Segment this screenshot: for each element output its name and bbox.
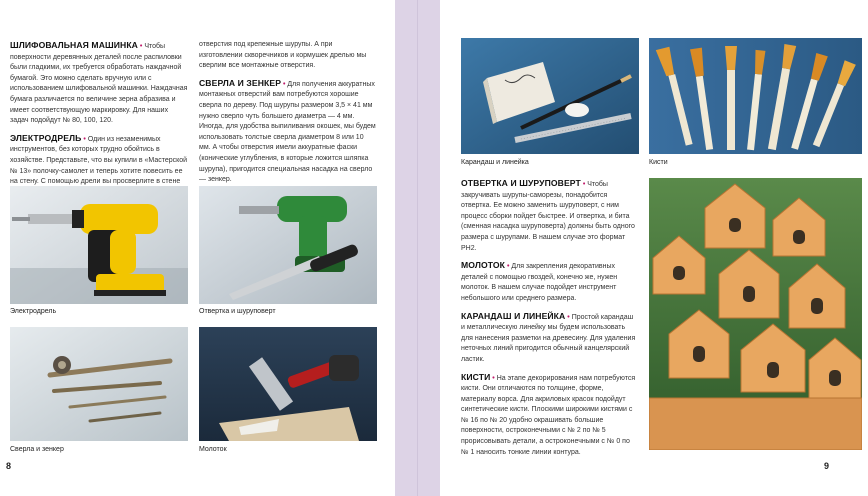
left-page — [0, 0, 395, 496]
pencil-section — [461, 311, 639, 366]
drill-heading: ЭЛЕКТРОДРЕЛЬ — [10, 132, 82, 143]
pencil-text: Простой карандаш и металлическую линейку мы будем использовать для нанесения разметки на древесину. Для удаления неточных линий пригодится обычный канцелярский ластик. — [461, 313, 636, 363]
hammer-heading: МОЛОТОК — [461, 260, 506, 271]
sander-heading: ШЛИФОВАЛЬНАЯ МАШИНКА — [10, 40, 138, 50]
brushes-photo — [649, 38, 862, 154]
hammer-section — [461, 260, 639, 304]
bits-photo — [10, 327, 188, 441]
drill-caption: Электродрель — [10, 308, 57, 315]
bullet-icon: • — [492, 374, 495, 382]
bullet-icon: • — [83, 135, 86, 143]
drill-text: Один из незаменимых инструментов, без которых трудно обойтись в хозяйстве. Представьте, что вы купили в «Мастерской № 13» полочку-самолет и теперь хотите повесить ее на стену. С помощью дрели вы просверлите в стене — [10, 135, 188, 186]
right-column — [461, 178, 639, 464]
sander-text: Чтобы поверхности деревянных деталей после распиловки были гладкими, их требуется обработать наждачной бумагой. Это можно сделать вручную или с использованием шлифовальной машинки. Наждачная бумага различается по величине зерна абразива и имеет соответствующую маркировку. Для наших задач подойдут № 80, 100, 120. — [10, 43, 188, 125]
pencil-heading: КАРАНДАШ И ЛИНЕЙКА — [461, 310, 566, 321]
book-spine — [395, 0, 440, 496]
hammer-caption: Молоток — [199, 446, 227, 453]
screwdriver-photo — [199, 186, 377, 304]
bits-section — [199, 78, 377, 186]
continuation-text: отверстия под крепежные шурупы. А при изготовлении скворечников и кормушек дрелью мы сверлим все монтажные отверстия. — [199, 41, 367, 70]
bits-text: Для получения аккуратных монтажных отверстий вам потребуются хорошие сверла по дереву. Под шурупы размером 3,5 × 41 мм нужно сверло чуть большего диаметра — 4 мм. Иногда, для удобства выпиливания окошек, мы будем использовать толстые сверла диаметром 8 или 10 мм. А чтобы отверстия имели аккуратные фаски (конические углубления, в которые ложится шляпка шурупа), пригодится специальная насадка на сверло — зенкер. — [199, 80, 376, 184]
page-number-right: 9 — [824, 461, 830, 471]
sander-section — [10, 40, 188, 127]
bullet-icon: • — [506, 263, 510, 271]
brushes-heading: КИСТИ — [461, 371, 491, 382]
screwdriver-caption: Отвертка и шуруповерт — [199, 308, 276, 315]
pencil-caption: Карандаш и линейка — [461, 159, 529, 166]
bullet-icon: • — [582, 181, 586, 188]
bits-caption: Сверла и зенкер — [10, 446, 64, 453]
screwdriver-heading: ОТВЕРТКА И ШУРУПОВЕРТ — [461, 178, 581, 188]
bits-heading: СВЕРЛА И ЗЕНКЕР — [199, 77, 282, 88]
bullet-icon: • — [567, 313, 570, 321]
hammer-photo — [199, 327, 377, 441]
right-page — [440, 0, 868, 496]
drill-photo — [10, 186, 188, 304]
bullet-icon: • — [139, 43, 143, 50]
brushes-caption: Кисти — [649, 159, 668, 166]
screwdriver-section — [461, 178, 639, 254]
screwdriver-text: Чтобы закручивать шурупы-саморезы, понадобится отвертка. Ее можно заменить шуруповерт, с ним процесс сборки пойдет быстрее. И отвертка, и бита (сменная насадка шуруповерта) должны быть одного размера с шурупами. В нашем случае это формат PH2. — [461, 181, 635, 252]
bullet-icon: • — [283, 80, 286, 88]
wooden-houses-photo — [649, 178, 862, 450]
brushes-section — [461, 372, 639, 459]
left-column-2 — [199, 40, 377, 192]
left-column-1 — [10, 40, 188, 194]
pencil-photo — [461, 38, 639, 154]
page-number-left: 8 — [6, 461, 12, 471]
brushes-text: На этапе декорирования нам потребуются кисти. Они отличаются по толщине, форме, материалу ворса. Для акриловых красок подойдут синтетические кисти. Плоскими широкими кистями с № 16 по № 20 удобно окрашивать большие поверхности, остроконечными с № 2 по № 5 прорисовывать детали, а остроконечными с № 0 по № 1 наносить тонкие линии контура. — [461, 374, 636, 456]
hammer-text: Для закрепления декоративных деталей с помощью гвоздей, конечно же, нужен молоток. В нашем случае подойдет инструмент небольшого или среднего размера. — [461, 263, 618, 302]
drill-section — [10, 133, 188, 188]
